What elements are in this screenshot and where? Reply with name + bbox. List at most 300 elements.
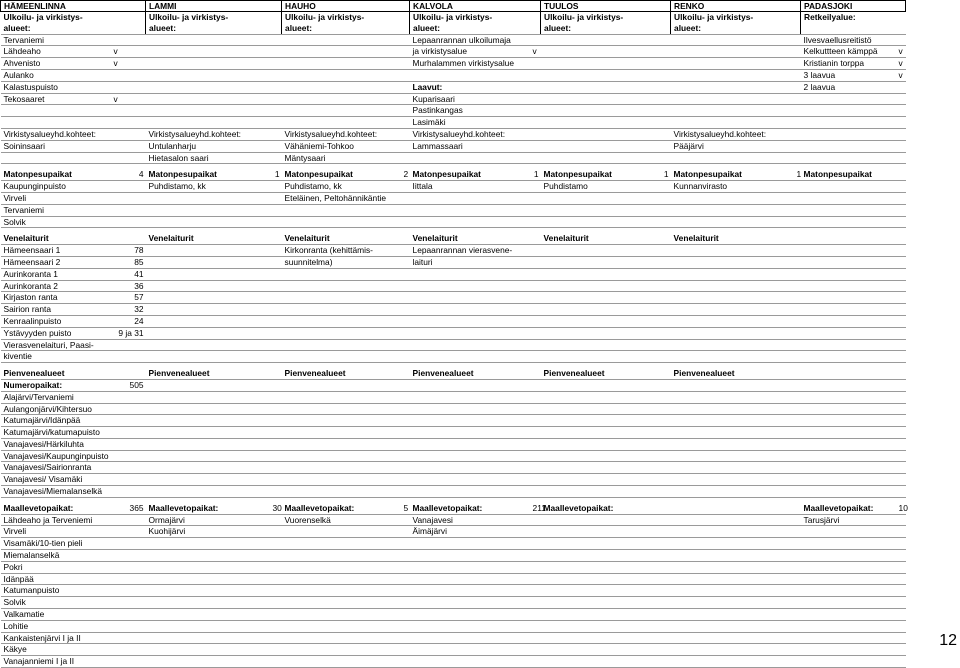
section-heading: Venelaiturit	[1, 233, 146, 244]
cell	[146, 292, 282, 304]
list-item: Miemalanselkä	[1, 550, 146, 562]
list-item	[282, 561, 410, 573]
section-heading: Pienvenealueet	[671, 368, 801, 379]
cell	[146, 117, 282, 129]
cell	[671, 550, 801, 562]
count: 24	[111, 315, 146, 327]
list-item	[541, 550, 671, 562]
list-item	[410, 538, 541, 550]
list-item: Untulanharju	[146, 140, 282, 152]
list-item: Kunnanvirasto	[671, 181, 801, 193]
count: 5	[401, 503, 410, 514]
list-item: Aulangonjärvi/Kihtersuo	[1, 403, 146, 415]
list-item	[282, 292, 410, 304]
count: 211	[530, 503, 541, 514]
column-header: TUULOS	[541, 1, 671, 12]
page-number: 12	[939, 632, 957, 649]
list-item: Iittala	[410, 181, 541, 193]
list-item: Käkye	[1, 644, 146, 656]
section-heading: alueet:	[282, 23, 410, 34]
mark	[896, 117, 906, 129]
list-item: Tarusjärvi	[801, 514, 906, 526]
mark	[530, 117, 541, 129]
cell	[671, 561, 801, 573]
count: 1	[794, 169, 801, 180]
list-item: Vanajanniemi I ja II	[1, 656, 146, 668]
list-item	[282, 620, 410, 632]
mark: v	[896, 58, 906, 70]
list-item	[801, 609, 906, 621]
list-item: Ystävyyden puisto	[1, 327, 111, 339]
mark	[530, 34, 541, 46]
list-item	[801, 526, 906, 538]
count: 30	[270, 503, 282, 514]
mark: v	[896, 69, 906, 81]
list-item	[801, 140, 906, 152]
list-item	[410, 268, 541, 280]
list-item	[410, 351, 541, 363]
mark	[111, 105, 146, 117]
list-item: suunnitelma)	[282, 256, 410, 268]
list-item	[801, 644, 906, 656]
section-heading: Maallevetopaikat:	[146, 503, 270, 514]
cell	[671, 117, 801, 129]
subsection-heading: Virkistysalueyhd.kohteet:	[282, 128, 410, 140]
section-heading: Matonpesupaikat	[410, 169, 530, 180]
list-item: Hämeensaari 1	[1, 245, 111, 257]
subsection-heading	[801, 128, 906, 140]
mark	[896, 93, 906, 105]
list-item: Vanajavesi/Miemalanselkä	[1, 486, 146, 498]
list-item	[541, 192, 671, 204]
count: 4	[111, 169, 146, 180]
cell	[671, 105, 801, 117]
list-item: Puhdistamo, kk	[282, 181, 410, 193]
cell	[146, 450, 906, 462]
section-heading: Pienvenealueet	[1, 368, 146, 379]
column-header: LAMMI	[146, 1, 282, 12]
count: 2	[401, 169, 410, 180]
cell	[541, 268, 906, 280]
count: 1	[661, 169, 671, 180]
list-item	[146, 216, 282, 228]
cell	[146, 81, 282, 93]
list-item: Solvik	[1, 216, 146, 228]
area-name: Aulanko	[1, 69, 111, 81]
count: 85	[111, 256, 146, 268]
list-item: Eteläinen, Peltohännikäntie	[282, 192, 410, 204]
cell	[671, 526, 801, 538]
list-item	[410, 152, 541, 164]
section-heading: Maallevetopaikat:	[1, 503, 111, 514]
cell	[541, 46, 671, 58]
mark	[111, 81, 146, 93]
list-item	[282, 609, 410, 621]
list-item	[282, 526, 410, 538]
section-heading: Matonpesupaikat	[801, 169, 896, 180]
cell	[146, 486, 906, 498]
mark	[530, 93, 541, 105]
cell	[541, 34, 671, 46]
list-item: Visamäki/10-tien pieli	[1, 538, 146, 550]
cell	[282, 46, 410, 58]
cell	[541, 117, 671, 129]
list-item: Kuohijärvi	[146, 526, 282, 538]
section-heading: Matonpesupaikat	[146, 169, 270, 180]
area-name: Laavut:	[410, 81, 530, 93]
cell	[541, 339, 906, 351]
cell	[146, 379, 906, 391]
cell	[146, 245, 282, 257]
cell	[146, 391, 906, 403]
count: 10	[896, 503, 906, 514]
cell	[801, 204, 906, 216]
list-item	[541, 526, 671, 538]
list-item	[410, 339, 541, 351]
section-heading: Venelaiturit	[282, 233, 410, 244]
area-name	[1, 105, 111, 117]
list-item: Ormajärvi	[146, 514, 282, 526]
area-name: ja virkistysalue	[410, 46, 530, 58]
list-item	[146, 632, 282, 644]
cell	[801, 233, 906, 244]
area-name: Lähdeaho	[1, 46, 111, 58]
cell	[146, 256, 282, 268]
cell	[282, 34, 410, 46]
list-item	[282, 339, 410, 351]
subsection-heading: Virkistysalueyhd.kohteet:	[1, 128, 146, 140]
cell	[541, 256, 906, 268]
cell	[146, 93, 282, 105]
cell	[541, 304, 906, 316]
column-header: PADASJOKI	[801, 1, 906, 12]
list-item	[282, 597, 410, 609]
list-item: Lähdeaho ja Terveniemi	[1, 514, 146, 526]
list-item	[282, 304, 410, 316]
list-item: Lepaanrannan vierasvene-	[410, 245, 541, 257]
mark	[530, 58, 541, 70]
list-item	[282, 644, 410, 656]
list-item	[146, 192, 282, 204]
section-heading: Ulkoilu- ja virkistys-	[3, 12, 83, 22]
mark	[896, 105, 906, 117]
list-item	[410, 280, 541, 292]
list-item	[541, 216, 671, 228]
count: 1	[270, 169, 282, 180]
count: 505	[111, 379, 146, 391]
cell	[541, 327, 906, 339]
list-item	[671, 204, 801, 216]
subsection-heading	[541, 128, 671, 140]
cell	[146, 474, 906, 486]
count	[661, 503, 671, 514]
list-item: Solvik	[1, 597, 146, 609]
mark	[111, 34, 146, 46]
section-heading: Ulkoilu- ja virkistys-	[541, 12, 671, 23]
list-item	[410, 192, 541, 204]
list-item: Katumajärvi/katumapuisto	[1, 427, 146, 439]
count	[111, 351, 146, 363]
count	[111, 339, 146, 351]
section-heading: alueet:	[146, 23, 282, 34]
cell	[146, 351, 282, 363]
list-item	[801, 152, 906, 164]
count: 32	[111, 304, 146, 316]
list-item: Vanajavesi/ Visamäki	[1, 474, 146, 486]
mark: v	[111, 58, 146, 70]
cell	[146, 268, 282, 280]
mark: v	[111, 93, 146, 105]
area-name	[801, 117, 896, 129]
cell	[671, 46, 801, 58]
mark	[111, 69, 146, 81]
list-item: Hämeensaari 2	[1, 256, 111, 268]
cell	[282, 105, 410, 117]
cell	[671, 609, 801, 621]
list-item	[146, 561, 282, 573]
list-item	[541, 140, 671, 152]
list-item: Vanajavesi/Sairionranta	[1, 462, 146, 474]
list-item: Hietasalon saari	[146, 152, 282, 164]
count: 41	[111, 268, 146, 280]
section-heading: Retkeilyalue:	[801, 12, 906, 23]
cell	[671, 597, 801, 609]
list-item: Vanajavesi/Härkiluhta	[1, 438, 146, 450]
cell	[146, 69, 282, 81]
section-heading: Venelaiturit	[146, 233, 282, 244]
mark: v	[111, 46, 146, 58]
cell	[541, 351, 906, 363]
cell	[282, 69, 410, 81]
count: 57	[111, 292, 146, 304]
list-item	[410, 585, 541, 597]
list-item: Katumajärvi/Idänpää	[1, 415, 146, 427]
area-name	[801, 105, 896, 117]
list-item	[410, 609, 541, 621]
list-item	[541, 538, 671, 550]
list-item	[410, 204, 541, 216]
cell	[541, 292, 906, 304]
subsection-heading: Virkistysalueyhd.kohteet:	[671, 128, 801, 140]
list-item: Lohitie	[1, 620, 146, 632]
list-item	[1, 152, 146, 164]
mark	[111, 117, 146, 129]
cell	[671, 503, 801, 514]
list-item	[282, 585, 410, 597]
area-name: Kristianin torppa	[801, 58, 896, 70]
area-name: Lasimäki	[410, 117, 530, 129]
cell	[541, 105, 671, 117]
list-item	[146, 585, 282, 597]
section-heading: Matonpesupaikat	[541, 169, 661, 180]
area-name: Lepaanrannan ulkoilumaja	[410, 34, 530, 46]
count: 36	[111, 280, 146, 292]
section-heading: Pienvenealueet	[282, 368, 410, 379]
list-item	[801, 597, 906, 609]
section-heading: Venelaiturit	[671, 233, 801, 244]
count: 365	[111, 503, 146, 514]
mark	[530, 105, 541, 117]
cell	[541, 315, 906, 327]
column-header: RENKO	[671, 1, 801, 12]
section-heading: Venelaiturit	[541, 233, 671, 244]
list-item: Puhdistamo	[541, 181, 671, 193]
section-heading: alueet:	[410, 23, 541, 34]
list-item: Vierasvenelaituri, Paasi-	[1, 339, 111, 351]
list-item: Alajärvi/Tervaniemi	[1, 391, 146, 403]
list-item	[410, 292, 541, 304]
area-name	[410, 69, 530, 81]
section-heading: Maallevetopaikat:	[801, 503, 896, 514]
count: 1	[530, 169, 541, 180]
count: 9 ja 31	[111, 327, 146, 339]
list-item: Aurinkoranta 1	[1, 268, 111, 280]
list-item	[410, 597, 541, 609]
cell	[282, 81, 410, 93]
cell	[146, 280, 282, 292]
area-name: Tekosaaret	[1, 93, 111, 105]
list-item	[410, 315, 541, 327]
label: Numeropaikat:	[1, 379, 111, 391]
cell	[146, 105, 282, 117]
cell	[671, 58, 801, 70]
list-item	[801, 573, 906, 585]
list-item	[541, 152, 671, 164]
section-heading	[801, 23, 906, 34]
list-item	[146, 550, 282, 562]
list-item	[801, 585, 906, 597]
list-item: Mäntysaari	[282, 152, 410, 164]
mark	[530, 81, 541, 93]
section-heading: Ulkoilu- ja virkistys-	[671, 12, 801, 23]
section-heading: Maallevetopaikat:	[541, 503, 661, 514]
list-item: Kaupunginpuisto	[1, 181, 146, 193]
list-item: Vanajavesi	[410, 514, 541, 526]
list-item	[541, 632, 671, 644]
section-heading: Pienvenealueet	[146, 368, 282, 379]
cell	[671, 93, 801, 105]
list-item	[146, 609, 282, 621]
list-item: Aurinkoranta 2	[1, 280, 111, 292]
cell	[282, 58, 410, 70]
cell	[801, 368, 906, 379]
cell	[801, 181, 906, 193]
list-item: Kirjaston ranta	[1, 292, 111, 304]
area-name: Tervaniemi	[1, 34, 111, 46]
section-heading: Ulkoilu- ja virkistys-	[282, 12, 410, 23]
list-item	[282, 327, 410, 339]
list-item	[801, 620, 906, 632]
cell	[801, 216, 906, 228]
column-header: HAUHO	[282, 1, 410, 12]
list-item: laituri	[410, 256, 541, 268]
list-item	[282, 351, 410, 363]
cell	[146, 46, 282, 58]
cell	[671, 81, 801, 93]
cell	[671, 69, 801, 81]
list-item: Vuorenselkä	[282, 514, 410, 526]
mark: v	[896, 46, 906, 58]
list-item: Äimäjärvi	[410, 526, 541, 538]
subsection-heading: Virkistysalueyhd.kohteet:	[146, 128, 282, 140]
list-item: Tervaniemi	[1, 204, 146, 216]
cell	[146, 339, 282, 351]
list-item	[282, 216, 410, 228]
list-item	[146, 573, 282, 585]
area-name: Ilvesvaellusreitistö	[801, 34, 896, 46]
list-item	[146, 538, 282, 550]
cell	[282, 117, 410, 129]
list-item	[541, 609, 671, 621]
list-item	[801, 550, 906, 562]
area-name: Kuparisaari	[410, 93, 530, 105]
section-heading: Venelaiturit	[410, 233, 541, 244]
cell	[146, 58, 282, 70]
mark: v	[530, 46, 541, 58]
list-item: Puhdistamo, kk	[146, 181, 282, 193]
cell	[671, 632, 801, 644]
section-heading: Maallevetopaikat:	[410, 503, 530, 514]
section-heading: Maallevetopaikat:	[282, 503, 401, 514]
cell	[282, 93, 410, 105]
list-item	[410, 573, 541, 585]
list-item: Kankaistenjärvi I ja II	[1, 632, 146, 644]
list-item	[146, 644, 282, 656]
list-item	[541, 644, 671, 656]
list-item: Virveli	[1, 526, 146, 538]
list-item	[410, 620, 541, 632]
cell	[541, 93, 671, 105]
section-heading: Ulkoilu- ja virkistys-	[410, 12, 541, 23]
cell	[541, 81, 671, 93]
list-item	[410, 632, 541, 644]
area-name: 3 laavua	[801, 69, 896, 81]
section-heading: alueet:	[1, 23, 146, 34]
list-item	[541, 597, 671, 609]
cell	[146, 427, 906, 439]
cell	[541, 58, 671, 70]
section-heading: alueet:	[671, 23, 801, 34]
list-item	[282, 268, 410, 280]
column-header: KALVOLA	[410, 1, 541, 12]
list-item	[146, 204, 282, 216]
column-header: HÄMEENLINNA	[1, 1, 146, 12]
list-item: Pääjärvi	[671, 140, 801, 152]
list-item	[801, 632, 906, 644]
cell	[801, 192, 906, 204]
section-heading: alueet:	[541, 23, 671, 34]
list-item	[541, 573, 671, 585]
subsection-heading: Virkistysalueyhd.kohteet:	[410, 128, 541, 140]
list-item	[410, 550, 541, 562]
cell	[671, 34, 801, 46]
list-item: Virveli	[1, 192, 146, 204]
section-heading: Pienvenealueet	[410, 368, 541, 379]
list-item	[801, 561, 906, 573]
list-item	[282, 538, 410, 550]
list-item	[410, 216, 541, 228]
list-item	[671, 216, 801, 228]
cell	[671, 514, 801, 526]
cell	[671, 573, 801, 585]
mark	[896, 34, 906, 46]
area-name: 2 laavua	[801, 81, 896, 93]
list-item: Valkamatie	[1, 609, 146, 621]
list-item	[541, 620, 671, 632]
list-item	[541, 514, 671, 526]
list-item: Katumanpuisto	[1, 585, 146, 597]
cell	[146, 304, 282, 316]
